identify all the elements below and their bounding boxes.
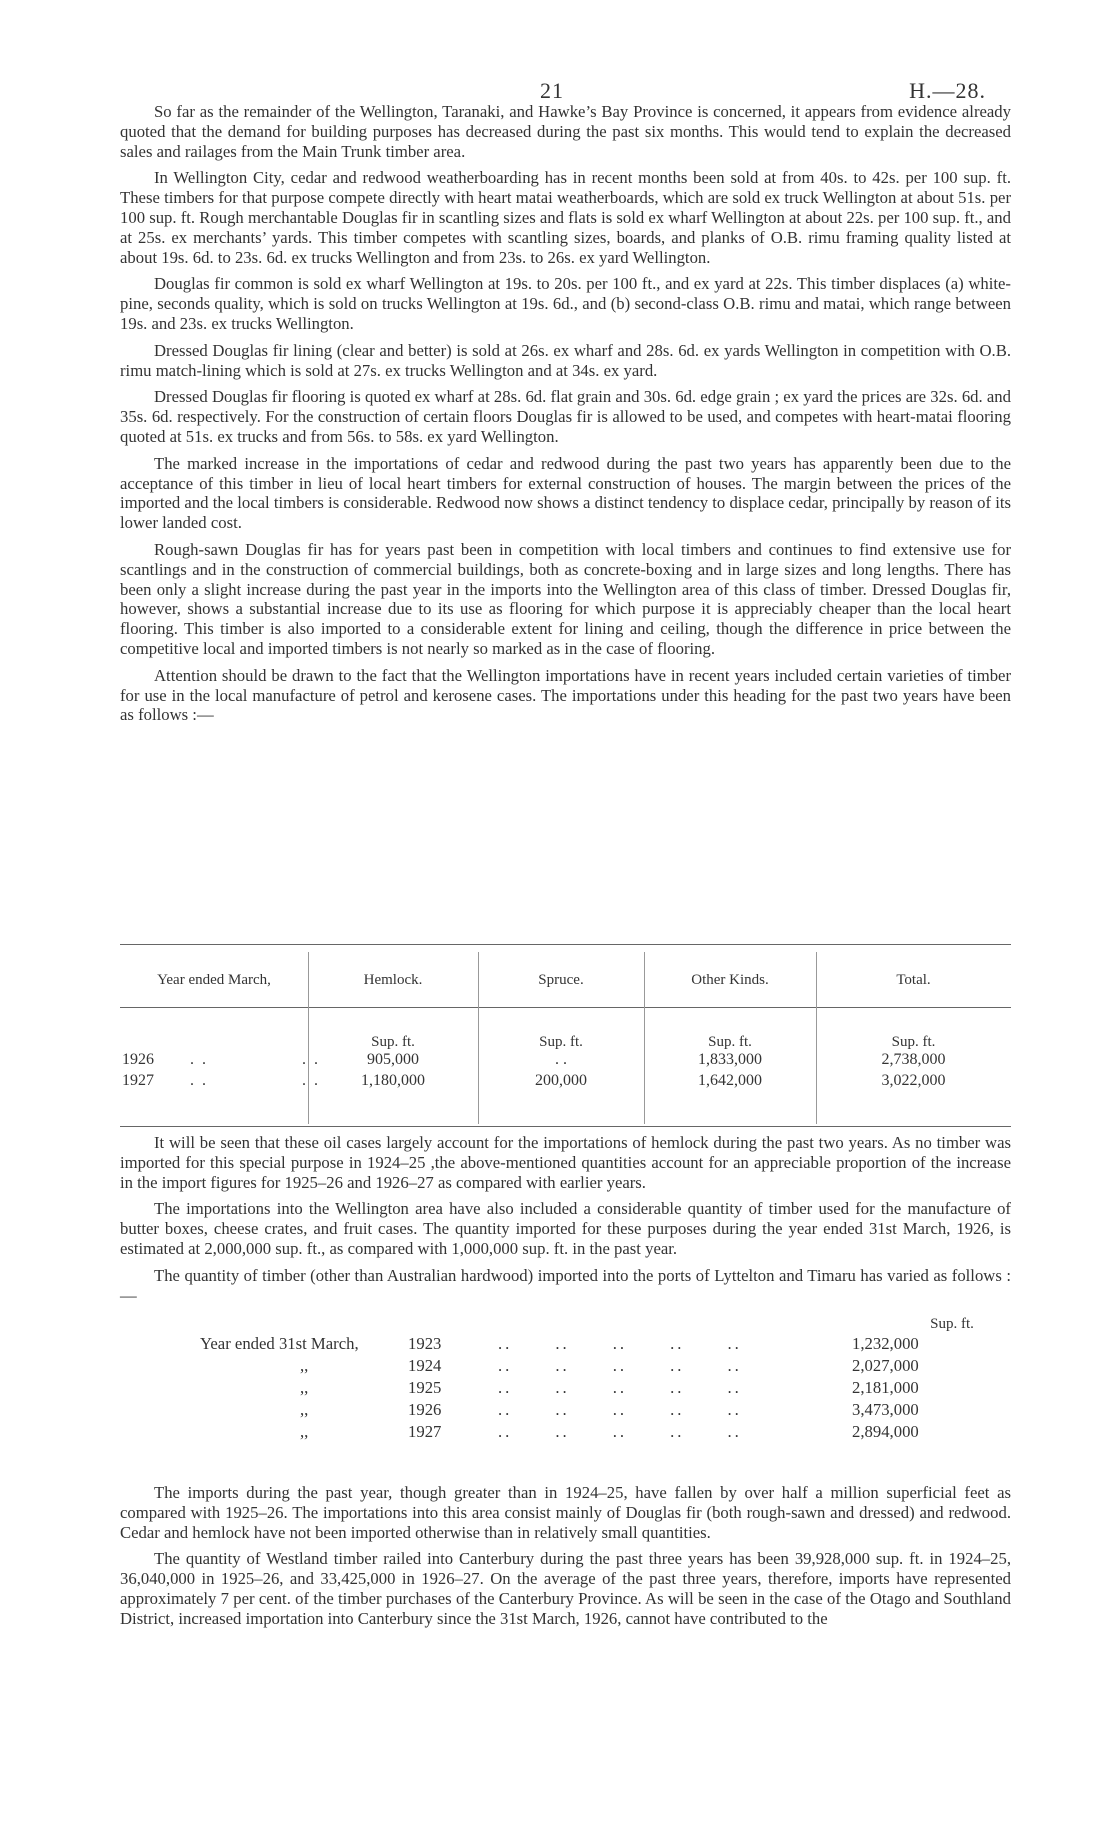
ditto-mark: ,, — [300, 1422, 309, 1441]
paragraph: It will be seen that these oil cases largely account for the importations of hemlock during the past two years. As no timber was imported for this special purpose in 1924–25 ,the above-mentioned quantities account for an appreciable proportion of the increase in the import figures for 1925–26 and 1926–27 as compared with earlier years. — [120, 1133, 1011, 1192]
header-spruce: Spruce. — [538, 972, 584, 988]
header-total: Total. — [896, 972, 931, 988]
paragraph: The imports during the past year, though greater than in 1924–25, have fallen by over half a million superficial feet as compared with 1925–26. The importations into this area consist mainly of Douglas fir (both rough-sawn and dressed) and redwood. Cedar and hemlock have not been imported otherwise than in relatively small quantities. — [120, 1483, 1011, 1542]
row-year: 1927 — [122, 1072, 154, 1089]
cell-total: 2,738,000 — [881, 1051, 946, 1068]
leader-dots: . . — [190, 1072, 208, 1089]
leader-dots: .. .. .. .. .. — [498, 1356, 742, 1375]
page-number: 21 — [540, 78, 564, 103]
row-value: 3,473,000 — [852, 1400, 919, 1419]
list-item — [120, 1422, 1011, 1444]
unit-label: Sup. ft. — [930, 1316, 974, 1332]
row-year: 1925 — [408, 1378, 442, 1397]
header-other-kinds: Other Kinds. — [691, 972, 769, 988]
table-header-rule — [120, 1007, 1011, 1008]
table-bottom-rule — [120, 1126, 1011, 1127]
list-item — [120, 1400, 1011, 1422]
paragraph: The marked increase in the importations of cedar and redwood during the past two years has apparently been due to the acceptance of this timber in lieu of local heart timbers for external construction of houses. The margin between the prices of the imported and the local timbers is considerable. Redwood now shows a distinct tendency to displace cedar, principally by reason of its lower landed cost. — [120, 453, 1011, 533]
paragraph: In Wellington City, cedar and redwood weatherboarding has in recent months been sold at from 40s. to 42s. per 100 sup. ft. These timbers for that purpose compete directly with heart matai weatherboards, which are sold ex truck Wellington at about 51s. per 100 sup. ft. Rough merchantable Douglas fir in scantling sizes and flats is sold ex wharf Wellington at about 22s. per 100 sup. ft., and at 25s. ex merchants’ yards. This timber competes with scantling sizes, boards, and planks of O.B. rimu framing quality listed at about 19s. 6d. to 23s. 6d. ex trucks Wellington and from 23s. to 26s. ex yard Wellington. — [120, 168, 1011, 267]
row-year: 1926 — [408, 1400, 442, 1419]
paragraph: Douglas fir common is sold ex wharf Wellington at 19s. to 20s. per 100 ft., and ex yard at 22s. This timber displaces (a) white-pine, seconds quality, which is sold on trucks Wellington at 19s. 6d., and (b) second-class O.B. rimu and matai, which range between 19s. and 23s. ex trucks Wellington. — [120, 274, 1011, 333]
leader-dots: .. .. .. .. .. — [498, 1378, 742, 1397]
ditto-mark: ,, — [300, 1400, 309, 1419]
unit-label: Sup. ft. — [539, 1034, 583, 1050]
cell-spruce: . . — [555, 1051, 567, 1068]
table-top-rule — [120, 944, 1011, 945]
paragraph: Dressed Douglas fir flooring is quoted ex wharf at 28s. 6d. flat grain and 30s. 6d. edge grain ; ex yard the prices are 32s. 6d. and 35s. 6d. respectively. For the construction of certain floors Douglas fir is allowed to be used, and competes with heart-matai flooring quoted at 51s. ex trucks and from 56s. to 58s. ex yard Wellington. — [120, 387, 1011, 446]
unit-label: Sup. ft. — [891, 1034, 936, 1050]
unit-label: Sup. ft. — [371, 1034, 415, 1050]
paragraph: The quantity of Westland timber railed into Canterbury during the past three years has been 39,928,000 sup. ft. in 1924–25, 36,040,000 in 1925–26, and 33,425,000 in 1926–27. On the average of the past three years, therefore, imports have represented approximately 7 per cent. of the timber purchases of the Canterbury Province. As will be seen in the case of the Otago and Southland District, increased importation into Canterbury since the 31st March, 1926, cannot have contributed to the — [120, 1549, 1011, 1628]
ditto-mark: ,, — [300, 1356, 309, 1375]
list-item — [120, 1378, 1011, 1400]
paragraph: The quantity of timber (other than Australian hardwood) imported into the ports of Lyttelton and Timaru has varied as follows :— — [120, 1265, 1011, 1305]
row-label: Year ended 31st March, — [200, 1334, 359, 1353]
ditto-mark: ,, — [300, 1378, 309, 1397]
row-value: 1,232,000 — [852, 1334, 919, 1353]
cell-other-kinds: 1,642,000 — [698, 1072, 762, 1089]
leader-dots: . . — [302, 1051, 320, 1068]
list-item — [120, 1356, 1011, 1378]
leader-dots: .. .. .. .. .. — [498, 1334, 742, 1353]
row-year: 1927 — [408, 1422, 442, 1441]
table-row — [120, 1072, 1011, 1093]
section-canterbury — [120, 1483, 1011, 1636]
document-reference: H.—28. — [909, 78, 986, 103]
list-item — [120, 1334, 1011, 1356]
leader-dots: . . — [302, 1072, 320, 1089]
row-year: 1924 — [408, 1356, 442, 1375]
paragraph: Rough-sawn Douglas fir has for years past been in competition with local timbers and continues to find extensive use for scantlings and in the construction of commercial buildings, both as concrete-boxing and in large sizes and long lengths. There has been only a slight increase during the past year in the imports into the Wellington area of this class of timber. Dressed Douglas fir, however, shows a substantial increase due to its use as flooring for which purpose it is appreciably cheaper than the local heart flooring. This timber is also imported to a considerable extent for lining and ceiling, though the difference in price between the competitive local and imported timbers is not nearly so marked as in the case of flooring. — [120, 539, 1011, 658]
section-wellington-prices — [120, 102, 1011, 732]
section-oil-cases — [120, 1133, 1011, 1312]
row-year: 1923 — [408, 1334, 442, 1353]
cell-hemlock: 1,180,000 — [361, 1072, 425, 1089]
paragraph: The importations into the Wellington area have also included a considerable quantity of timber used for the manufacture of butter boxes, cheese crates, and fruit cases. The quantity imported for these purposes during the year ended 31st March, 1926, is estimated at 2,000,000 sup. ft., as compared with 1,000,000 sup. ft. in the past year. — [120, 1199, 1011, 1258]
row-year: 1926 — [122, 1051, 154, 1068]
row-value: 2,027,000 — [852, 1356, 919, 1375]
header-hemlock: Hemlock. — [363, 972, 423, 988]
header-year: Year ended March, — [157, 972, 271, 988]
paragraph: Attention should be drawn to the fact that the Wellington importations have in recent years included certain varieties of timber for use in the local manufacture of petrol and kerosene cases. The importations under this heading for the past two years have been as follows :— — [120, 665, 1011, 725]
cell-hemlock: 905,000 — [367, 1051, 419, 1068]
leader-dots: .. .. .. .. .. — [498, 1422, 742, 1441]
unit-label: Sup. ft. — [708, 1034, 752, 1050]
row-value: 2,894,000 — [852, 1422, 919, 1441]
row-value: 2,181,000 — [852, 1378, 919, 1397]
cell-total: 3,022,000 — [881, 1072, 946, 1089]
table-row — [120, 1051, 1011, 1072]
cell-spruce: 200,000 — [535, 1072, 587, 1089]
leader-dots: . . — [190, 1051, 208, 1068]
leader-dots: .. .. .. .. .. — [498, 1400, 742, 1419]
paragraph: So far as the remainder of the Wellington, Taranaki, and Hawke’s Bay Province is concerned, it appears from evidence already quoted that the demand for building purposes has decreased during the past six months. This would tend to explain the decreased sales and railages from the Main Trunk timber area. — [120, 102, 1011, 161]
cell-other-kinds: 1,833,000 — [698, 1051, 762, 1068]
paragraph: Dressed Douglas fir lining (clear and better) is sold at 26s. ex wharf and 28s. 6d. ex yards Wellington in competition with O.B. rimu match-lining which is sold at 27s. ex trucks Wellington and at 34s. ex yard. — [120, 340, 1011, 380]
